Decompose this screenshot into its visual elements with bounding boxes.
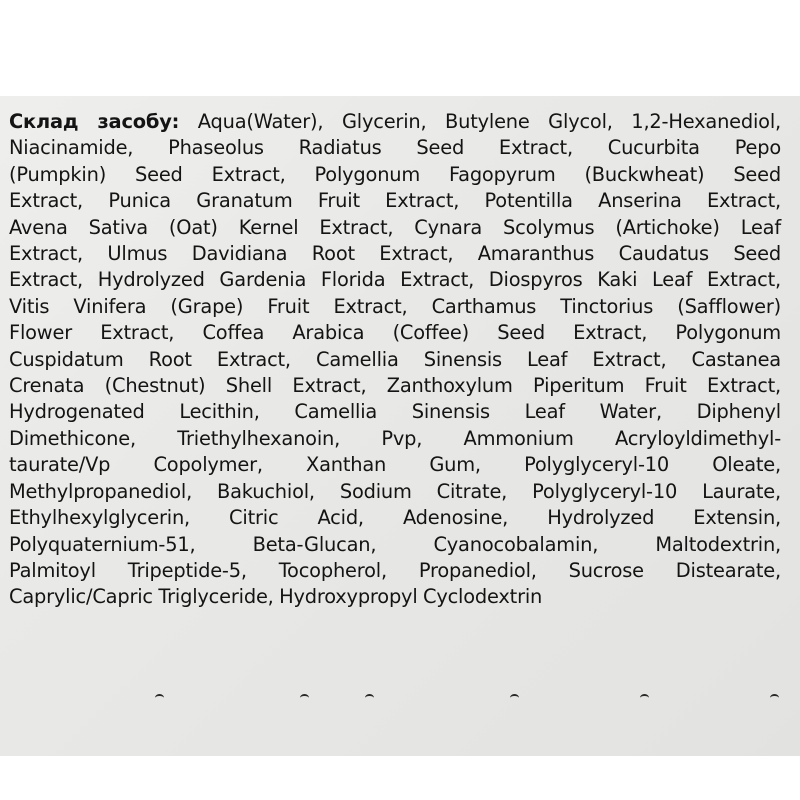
cut-off-text-remnants (0, 676, 800, 702)
ingredients-line: Vitis Vinifera (Grape) Fruit Extract, Carthamus Tinctorius (Safflower) (9, 294, 781, 318)
top-margin (0, 0, 800, 96)
ingredients-line: Extract, Punica Granatum Fruit Extract, Potentilla Anserina Extract, (9, 189, 781, 213)
ingredients-line: Palmitoyl Tripeptide-5, Tocopherol, Propanediol, Sucrose Distearate, (9, 558, 781, 582)
ingredients-line: Methylpropanediol, Bakuchiol, Sodium Citrate, Polyglyceryl-10 Laurate, (9, 479, 781, 503)
ingredients-line: Cuspidatum Root Extract, Camellia Sinensis Leaf Extract, Castanea (9, 347, 781, 371)
ingredients-line: Ethylhexylglycerin, Citric Acid, Adenosine, Hydrolyzed Extensin, (9, 506, 781, 530)
ingredients-list (9, 109, 781, 611)
ingredients-heading: Склад засобу: (9, 110, 180, 133)
ingredients-line: Niacinamide, Phaseolus Radiatus Seed Extract, Cucurbita Pepo (9, 136, 781, 160)
ingredients-line: Flower Extract, Coffea Arabica (Coffee) Seed Extract, Polygonum (9, 321, 781, 345)
ingredients-line: Crenata (Chestnut) Shell Extract, Zanthoxylum Piperitum Fruit Extract, (9, 374, 781, 398)
ingredients-line: Hydrogenated Lecithin, Camellia Sinensis Leaf Water, Diphenyl (9, 400, 781, 424)
ingredients-line: Avena Sativa (Oat) Kernel Extract, Cynara Scolymus (Artichoke) Leaf (9, 215, 781, 239)
ingredients-line (9, 109, 781, 135)
ingredients-line: taurate/Vp Copolymer, Xanthan Gum, Polyglyceryl-10 Oleate, (9, 453, 781, 477)
ingredients-line: Extract, Hydrolyzed Gardenia Florida Extract, Diospyros Kaki Leaf Extract, (9, 268, 781, 292)
ingredients-line: Dimethicone, Triethylhexanoin, Pvp, Ammonium Acryloyldimethyl- (9, 426, 781, 450)
ingredients-line: Extract, Ulmus Davidiana Root Extract, Amaranthus Caudatus Seed (9, 242, 781, 266)
ingredients-line: Polyquaternium-51, Beta-Glucan, Cyanocobalamin, Maltodextrin, (9, 532, 781, 556)
ingredients-line: Caprylic/Capric Triglyceride, Hydroxypropyl Cyclodextrin (9, 585, 543, 609)
ingredients-line: (Pumpkin) Seed Extract, Polygonum Fagopyrum (Buckwheat) Seed (9, 162, 781, 186)
ingredients-line-text: Aqua(Water), Glycerin, Butylene Glycol, 1,2-Hexanediol, (179, 110, 782, 133)
bottom-margin (0, 756, 800, 800)
